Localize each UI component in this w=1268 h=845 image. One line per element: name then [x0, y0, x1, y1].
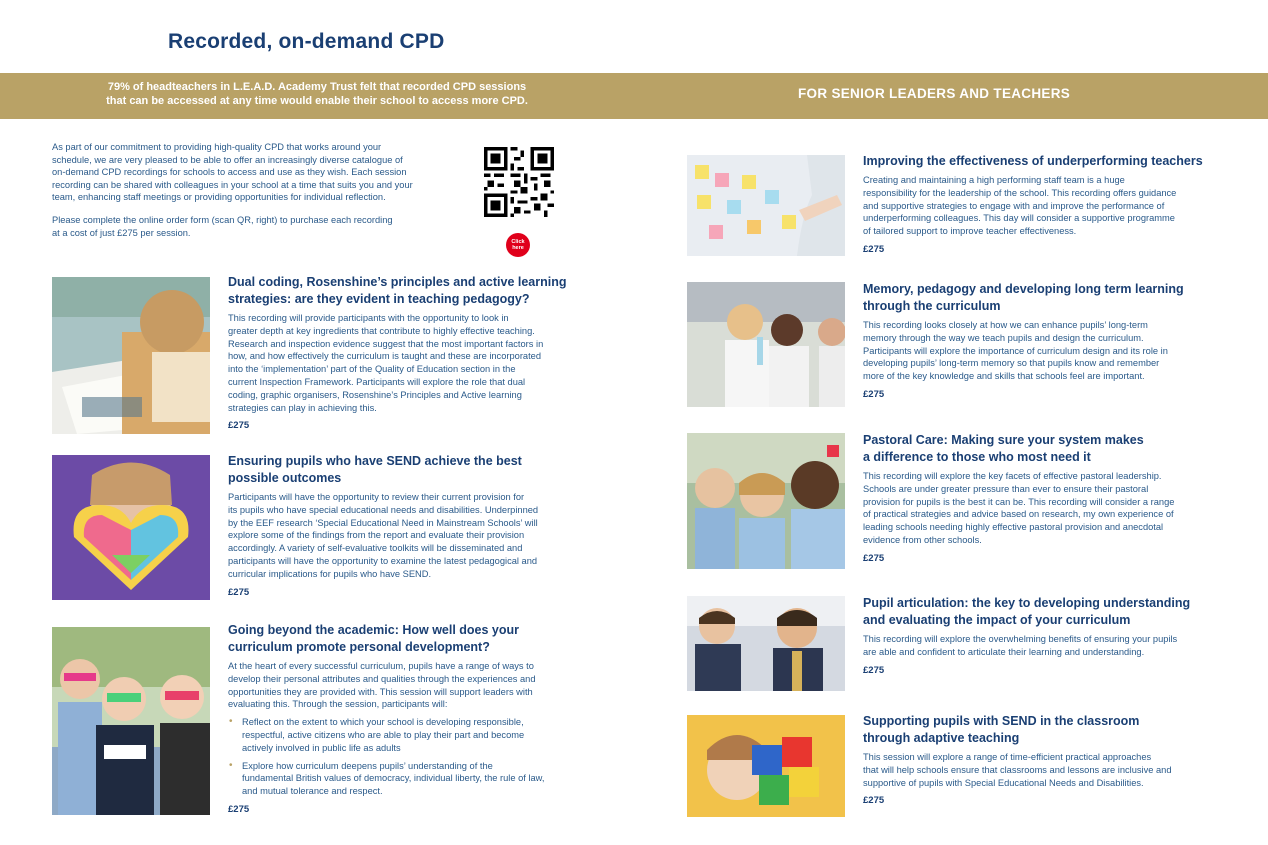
desc-line: coding, graphic organisers, Rosenshine’s Principles and Active learning — [228, 389, 522, 400]
desc-line: Research and inspection evidence suggest that the most important factors in — [228, 338, 544, 349]
photo-science-lab — [687, 282, 845, 407]
session-title[interactable] — [228, 622, 544, 656]
bullet-item — [228, 760, 544, 798]
session-title[interactable] — [863, 595, 1190, 629]
photo-child-puzzle — [687, 715, 845, 817]
click-here-label: Click — [511, 239, 525, 245]
desc-line: This session will explore a range of time-efficient practical approaches — [863, 752, 1152, 762]
session-price: £275 — [863, 388, 885, 400]
desc-line: curricular implications for pupils who have SEND. — [228, 568, 432, 579]
session-title-line: curriculum promote personal development? — [228, 640, 490, 654]
desc-line: current Inspection Framework. Participants will explore the role that dual — [228, 376, 526, 387]
intro-line: on-demand CPD recordings for schools to access and use as they wish. Each session — [52, 167, 407, 177]
session-title-line: possible outcomes — [228, 471, 342, 485]
session-description — [863, 633, 1190, 659]
session-title-line: strategies: are they evident in teaching pedagogy? — [228, 292, 530, 306]
session-title-line: Supporting pupils with SEND in the classroom — [863, 714, 1140, 728]
click-here-button[interactable] — [506, 233, 530, 257]
desc-line: leading schools needing highly effective pastoral provision and anecdotal — [863, 522, 1164, 533]
desc-line: underperforming colleagues. This day will consider a supportive programme — [863, 213, 1175, 224]
desc-line: Schools are under greater pressure than ever to ensure their pastoral — [863, 483, 1149, 494]
banner-quote-line: 79% of headteachers in L.E.A.D. Academy Trust felt that recorded CPD sessions — [107, 81, 527, 93]
session-card — [228, 453, 538, 598]
intro-line: Please complete the online order form (scan QR, right) to purchase each recording — [52, 215, 393, 225]
bullet-item — [228, 716, 544, 754]
session-card — [863, 432, 1174, 564]
desc-line: its pupils who have special educational needs and disabilities. Underpinned — [228, 504, 539, 515]
desc-line: are able and confident to articulate their learning and understanding. — [863, 646, 1145, 657]
bullet-line: and mutual tolerance and respect. — [242, 786, 383, 797]
banner-quote — [52, 80, 582, 108]
photo-child-heart-fidget — [52, 455, 210, 600]
session-card — [863, 153, 1203, 255]
page-title: Recorded, on-demand CPD — [168, 30, 445, 53]
desc-line: developing pupils’ long-term memory so that pupils know and remember — [863, 358, 1160, 369]
intro-line: schedule, we are very pleased to be able to offer an increasingly diverse catalogue of — [52, 154, 403, 165]
intro-order-paragraph — [52, 214, 472, 239]
desc-line: strategies can play in achieving this. — [228, 402, 377, 413]
session-title-line: Dual coding, Rosenshine’s principles and active learning — [228, 275, 567, 289]
session-description — [228, 491, 538, 581]
bullet-line: respectful, active citizens who are able to play their part and become — [242, 729, 525, 740]
desc-line: evaluating this. Through the session, participants will: — [228, 699, 448, 710]
desc-line: that will help schools ensure that classrooms and lessons are inclusive and — [863, 764, 1172, 775]
session-price: £275 — [228, 420, 250, 432]
session-title[interactable] — [863, 153, 1203, 170]
desc-line: greater depth at key ingredients that contribute to highly effective teaching. — [228, 325, 535, 336]
session-price: £275 — [228, 803, 250, 815]
intro-line: team, enhancing staff meetings or providing opportunities for individual reflection. — [52, 192, 386, 202]
session-title-line: Improving the effectiveness of underperforming teachers — [863, 154, 1203, 168]
desc-line: provision for pupils is the best it can be. This recording will consider a range — [863, 496, 1175, 507]
bullet-dot-icon: • — [229, 759, 233, 771]
desc-line: and supportive strategies to engage with and improve the performance of — [863, 200, 1165, 211]
desc-line: accordingly. A variety of self-evaluative toolkits will be disseminated and — [228, 543, 523, 554]
session-price: £275 — [863, 243, 885, 255]
desc-line: opportunities they are provided with. This session will support leaders with — [228, 686, 533, 697]
session-title[interactable] — [863, 713, 1172, 747]
desc-line: how, and how effectively the curriculum is taught and these are incorporated — [228, 351, 542, 362]
desc-line: memory through the way we teach pupils and design the curriculum. — [863, 332, 1144, 343]
desc-line: participants will have the opportunity to examine the latest pedagogical and — [228, 555, 538, 566]
session-title-line: Memory, pedagogy and developing long term learning — [863, 282, 1184, 296]
session-description — [228, 660, 544, 711]
session-title[interactable] — [228, 274, 567, 308]
session-title-line: Pupil articulation: the key to developing understanding — [863, 596, 1191, 610]
desc-line: explore some of the findings from the report and evaluate their provision — [228, 530, 525, 541]
desc-line: responsibility for the leadership of the school. This recording offers guidance — [863, 187, 1177, 198]
session-title-line: and evaluating the impact of your curriculum — [863, 613, 1131, 627]
session-title-line: Pastoral Care: Making sure your system makes — [863, 433, 1144, 447]
photo-child-writing — [52, 277, 210, 434]
photo-sticky-notes-board — [687, 155, 845, 256]
session-description — [863, 174, 1203, 238]
desc-line: evidence from other schools. — [863, 534, 982, 545]
photo-pupils-classroom — [687, 596, 845, 691]
session-price: £275 — [863, 795, 885, 807]
desc-line: This recording will explore the key facets of effective pastoral leadership. — [863, 471, 1162, 481]
desc-line: This recording will provide participants with the opportunity to look in — [228, 313, 509, 323]
desc-line: At the heart of every successful curriculum, pupils have a range of ways to — [228, 661, 534, 671]
session-card — [863, 713, 1172, 806]
bullet-line: Reflect on the extent to which your school is developing responsible, — [242, 717, 524, 728]
audience-heading: FOR SENIOR LEADERS AND TEACHERS — [798, 86, 1071, 101]
photo-pupils-smiling — [687, 433, 845, 569]
desc-line: Participants will have the opportunity to review their current provision for — [228, 492, 525, 502]
session-description — [228, 312, 567, 414]
session-title-line: through adaptive teaching — [863, 731, 1020, 745]
desc-line: of practical strategies and advice based on research, my own experience of — [863, 509, 1174, 520]
click-here-label: here — [512, 245, 524, 251]
intro-line: at a cost of just £275 per session. — [52, 227, 191, 238]
desc-line: develop their personal attributes and qualities through the experiences and — [228, 673, 536, 684]
intro-paragraph — [52, 141, 472, 204]
session-description — [863, 319, 1184, 383]
session-card — [863, 281, 1184, 400]
desc-line: into the ‘implementation’ part of the Quality of Education section in the — [228, 364, 516, 375]
photo-children-sunglasses — [52, 627, 210, 815]
session-title[interactable] — [228, 453, 538, 487]
session-title-line: Ensuring pupils who have SEND achieve the best — [228, 454, 522, 468]
session-card — [228, 622, 544, 815]
intro-line: As part of our commitment to providing high-quality CPD that works around your — [52, 142, 382, 152]
session-title[interactable] — [863, 281, 1184, 315]
session-title-line: Going beyond the academic: How well does your — [228, 623, 520, 637]
session-description — [863, 751, 1172, 789]
session-price: £275 — [863, 552, 885, 564]
desc-line: more of the key knowledge and skills that schools feel are important. — [863, 371, 1145, 382]
session-title-line: a difference to those who most need it — [863, 450, 1091, 464]
desc-line: Participants will explore the importance of curriculum design and its role in — [863, 345, 1168, 356]
session-description — [863, 470, 1174, 547]
banner-quote-line: that can be accessed at any time would enable their school to access more CPD. — [106, 95, 528, 107]
session-card — [863, 595, 1190, 676]
session-price: £275 — [228, 586, 250, 598]
session-title[interactable] — [863, 432, 1174, 466]
qr-code[interactable] — [484, 147, 554, 217]
session-card — [228, 274, 567, 431]
bullet-dot-icon: • — [229, 716, 233, 728]
session-title-line: through the curriculum — [863, 299, 1001, 313]
bullet-line: Explore how curriculum deepens pupils’ understanding of the — [242, 760, 493, 771]
bullet-line: fundamental British values of democracy, individual liberty, the rule of law, — [242, 773, 545, 784]
desc-line: supportive of pupils with Special Educational Needs and Disabilities. — [863, 777, 1144, 788]
desc-line: Creating and maintaining a high performing staff team is a huge — [863, 175, 1125, 185]
intro-line: recording can be shared with colleagues in your school at a time that suits you and your — [52, 179, 413, 190]
desc-line: This recording will explore the overwhelming benefits of ensuring your pupils — [863, 634, 1178, 644]
session-price: £275 — [863, 664, 885, 676]
desc-line: by the EEF research ‘Special Educational Need in Mainstream Schools’ will — [228, 517, 538, 528]
desc-line: This recording looks closely at how we can enhance pupils’ long-term — [863, 320, 1148, 330]
bullet-line: actively involved in public life as adults — [242, 742, 401, 753]
desc-line: of tailored support to improve teacher effectiveness. — [863, 226, 1077, 237]
